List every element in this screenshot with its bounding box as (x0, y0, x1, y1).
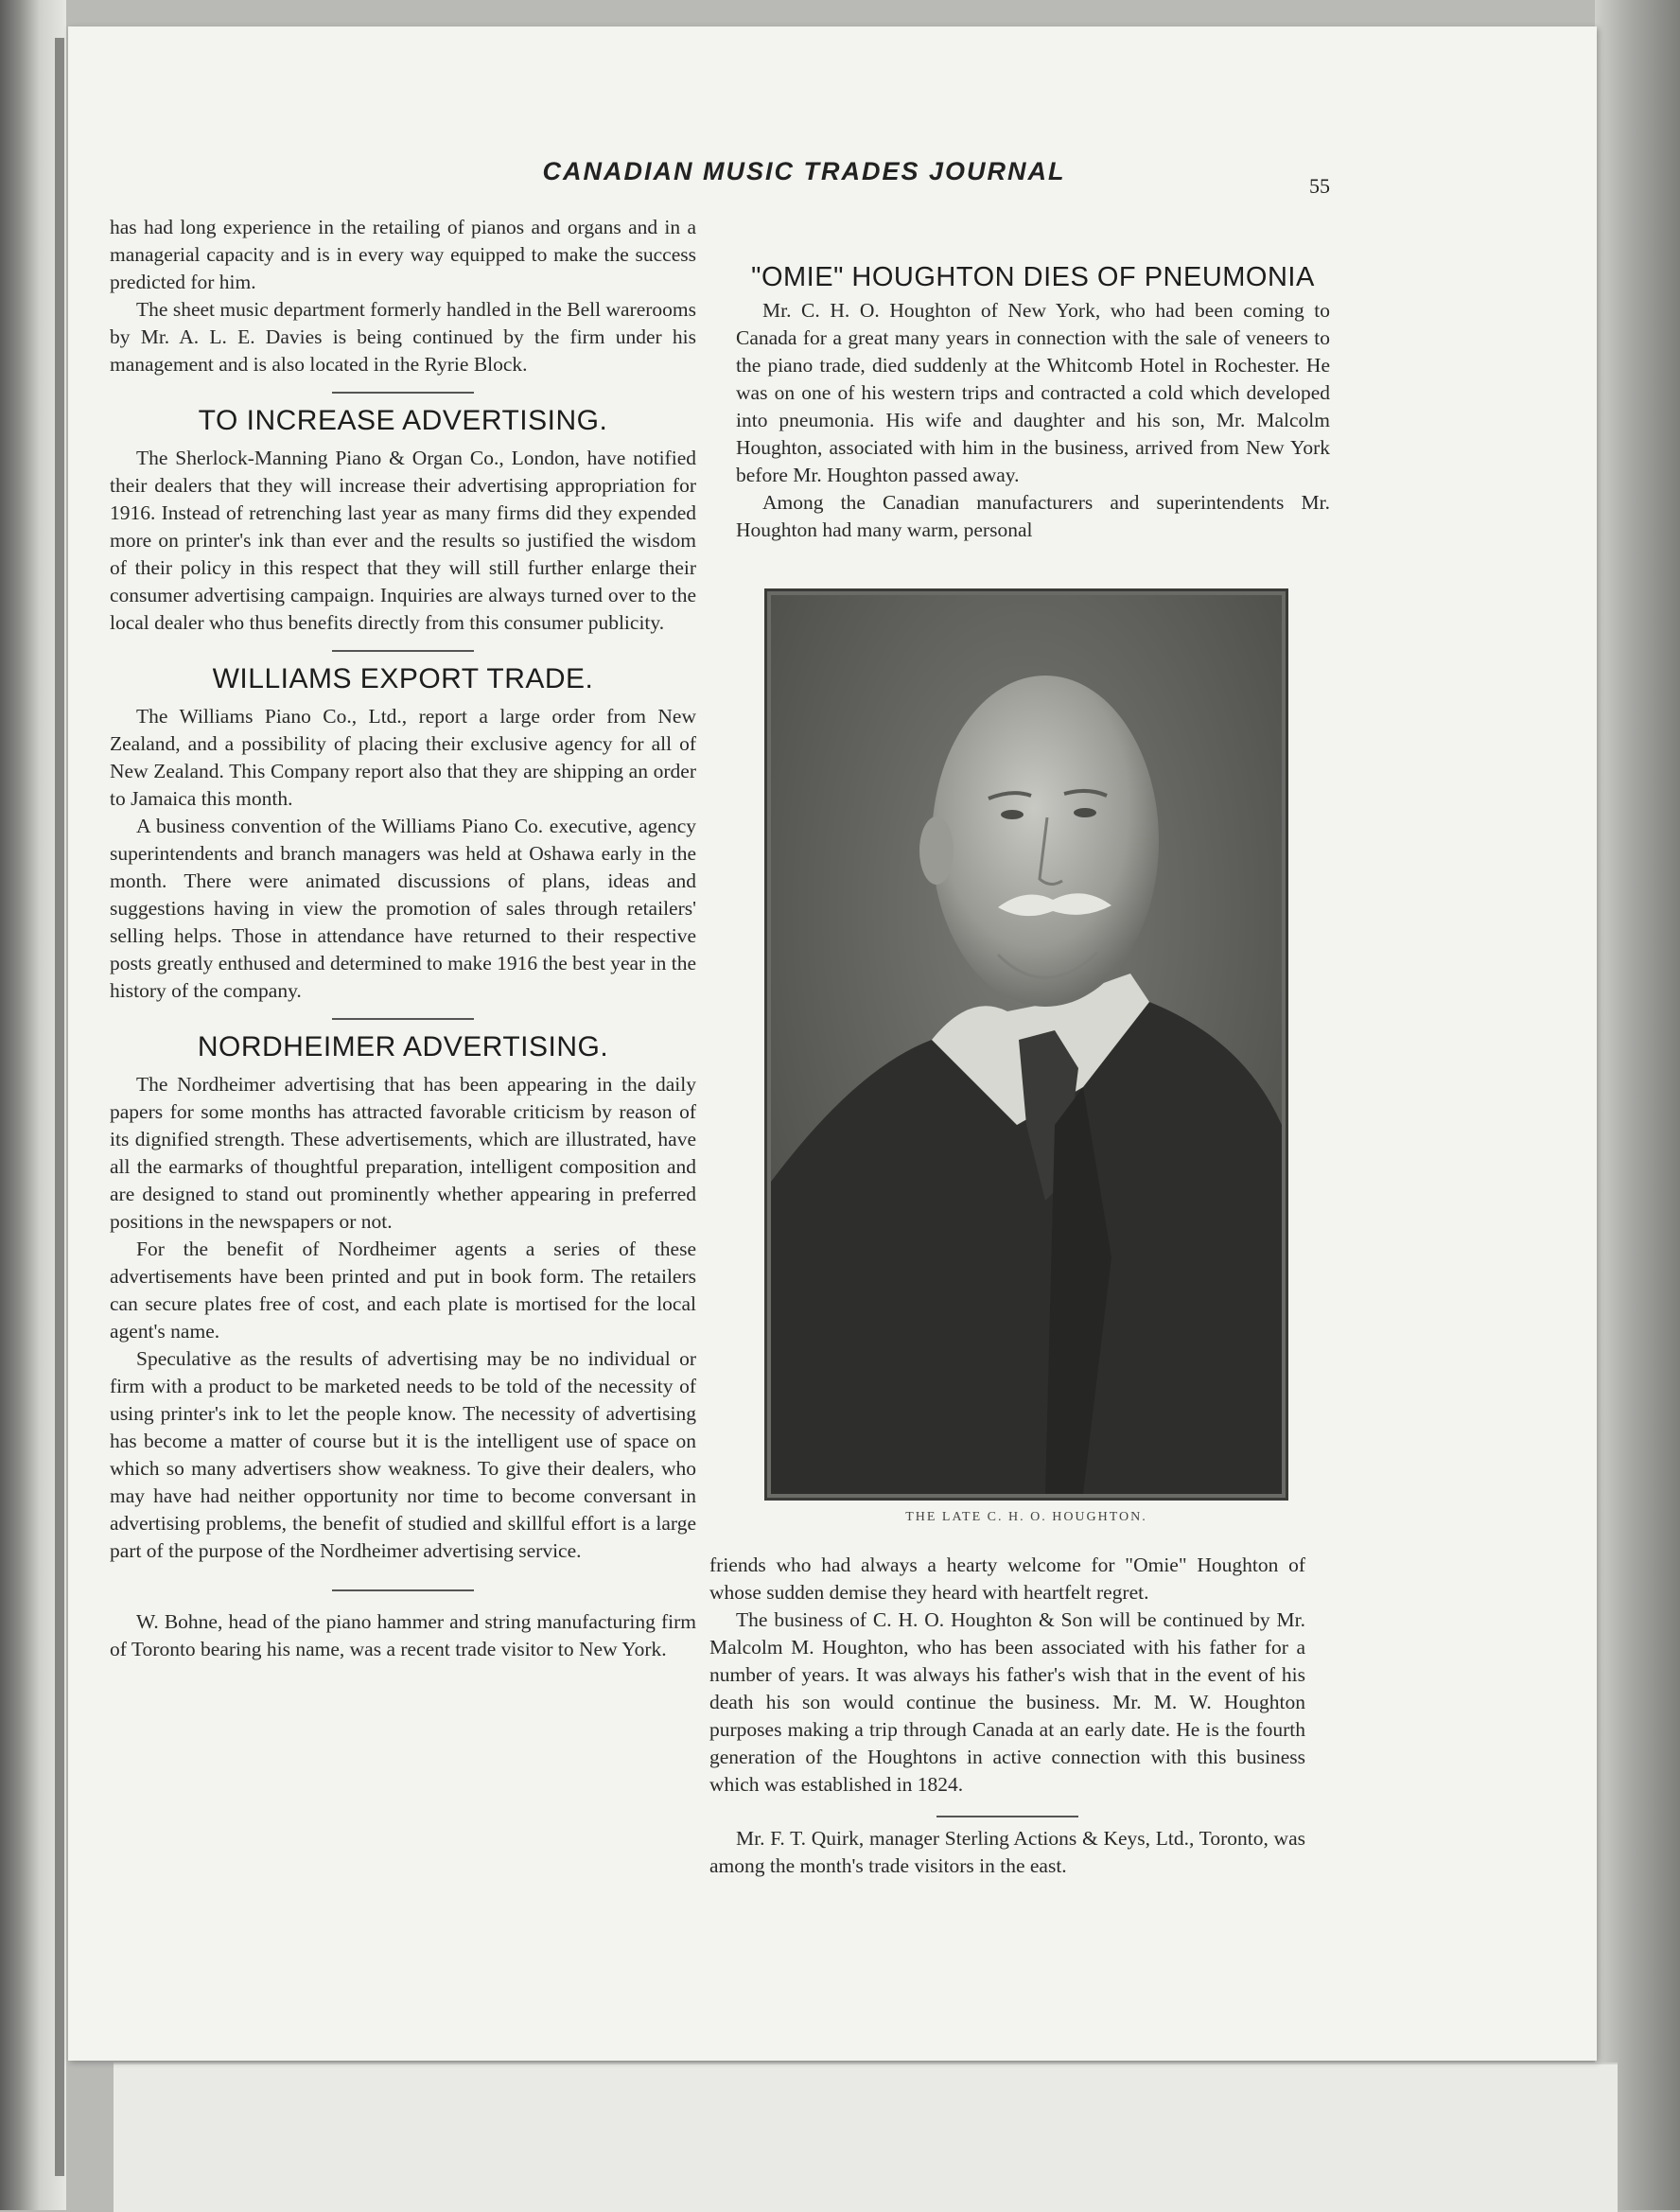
intro-paragraph: has had long experience in the retailing of pianos and organs and in a managerial capacity and is in every way equipped to make the success predicted for him. (110, 216, 696, 293)
right-column-top (736, 227, 1330, 544)
intro-paragraph: The sheet music department formerly handled in the Bell warerooms by Mr. A. L. E. Davies is being continued by the firm under his management and is also located in the Ryrie Block. (110, 298, 696, 376)
article-paragraph: The Nordheimer advertising that has been appearing in the daily papers for some months has attracted favorable criticism by reason of its dignified strength. These advertisements, which are illustrated, have all the earmarks of thoughtful preparation, intelligent composition and are designed to stand out prominently whether appearing in preferred positions in the newspapers or not. (110, 1073, 696, 1233)
page-number: 55 (1309, 174, 1330, 198)
divider-rule (332, 392, 474, 394)
divider-rule (936, 1816, 1078, 1817)
portrait-image (771, 595, 1282, 1494)
article-paragraph: friends who had always a hearty welcome for "Omie" Houghton of whose sudden demise they heard with heartfelt regret. (709, 1554, 1305, 1604)
article-paragraph: For the benefit of Nordheimer agents a series of these advertisements have been printed and put in book form. The retailers can secure plates free of cost, and each plate is mortised for the local agent's name. (110, 1238, 696, 1343)
bohne-note: W. Bohne, head of the piano hammer and string manufacturing firm of Toronto bearing his name, was a recent trade visitor to New York. (110, 1610, 696, 1660)
portrait-photo (764, 588, 1288, 1501)
left-column (110, 214, 696, 1663)
divider-rule (332, 650, 474, 652)
right-column-bottom (709, 1552, 1305, 1880)
headline-williams-export: WILLIAMS EXPORT TRADE. (212, 663, 594, 694)
photo-caption: THE LATE C. H. O. HOUGHTON. (905, 1510, 1147, 1524)
headline-increase-advertising: TO INCREASE ADVERTISING. (198, 405, 608, 436)
masthead: CANADIAN MUSIC TRADES JOURNAL (542, 157, 1066, 185)
article-paragraph: Mr. C. H. O. Houghton of New York, who had been coming to Canada for a great many years in connection with the sale of veneers to the piano trade, died suddenly at the Whitcomb Hotel in Rochester. He was on one of his western trips and contracted a cold which developed into pneumonia. His wife and daughter and his son, Mr. Malcolm Houghton, associated with him in the business, arrived from New York before Mr. Houghton passed away. (736, 299, 1330, 486)
divider-rule (332, 1589, 474, 1591)
underlying-pages (114, 2063, 1618, 2212)
article-paragraph: The business of C. H. O. Houghton & Son will be continued by Mr. Malcolm M. Houghton, who has been associated with his father for a number of years. It was always his father's wish that in the event of his death his son would continue the business. Mr. M. W. Houghton purposes making a trip through Canada at an early date. He is the fourth generation of the Houghtons in active connection with this business which was established in 1824. (709, 1608, 1305, 1796)
divider-rule (332, 1018, 474, 1020)
headline-houghton-obituary: "OMIE" HOUGHTON DIES OF PNEUMONIA (751, 262, 1315, 292)
article-paragraph: The Sherlock-Manning Piano & Organ Co., London, have notified their dealers that they will increase their advertising appropriation for 1916. Instead of retrenching last year as many firms did they expended more on printer's ink than ever and the results so justified the wisdom of their policy in this respect that they will still further enlarge their consumer advertising campaign. Inquiries are always turned over to the local dealer who thus benefits directly from this consumer publicity. (110, 447, 696, 634)
headline-nordheimer-advertising: NORDHEIMER ADVERTISING. (197, 1031, 609, 1062)
article-paragraph: Speculative as the results of advertising may be no individual or firm with a product to be marketed needs to be told of the necessity of using printer's ink to let the people know. The necessity of advertising has become a matter of course but it is the intelligent use of space on which so many advertisers show weakness. To give their dealers, who may have had neither opportunity nor time to become conversant in advertising problems, the benefit of studied and skillful effort is a large part of the purpose of the Nordheimer advertising service. (110, 1347, 696, 1562)
page-stack-edge (1595, 0, 1680, 2210)
article-paragraph: The Williams Piano Co., Ltd., report a large order from New Zealand, and a possibility of placing their exclusive agency for all of New Zealand. This Company report also that they are shipping an order to Jamaica this month. (110, 705, 696, 810)
article-paragraph: A business convention of the Williams Piano Co. executive, agency superintendents and branch managers was held at Oshawa early in the month. There were animated discussions of plans, ideas and suggestions having in view the promotion of sales through retailers' selling helps. Those in attendance have returned to their respective posts greatly enthused and determined to make 1916 the best year in the history of the company. (110, 815, 696, 1002)
article-paragraph: Among the Canadian manufacturers and superintendents Mr. Houghton had many warm, personal (736, 491, 1330, 541)
quirk-note: Mr. F. T. Quirk, manager Sterling Actions & Keys, Ltd., Toronto, was among the month's trade visitors in the east. (709, 1827, 1305, 1877)
binding-shadow (55, 38, 64, 2176)
